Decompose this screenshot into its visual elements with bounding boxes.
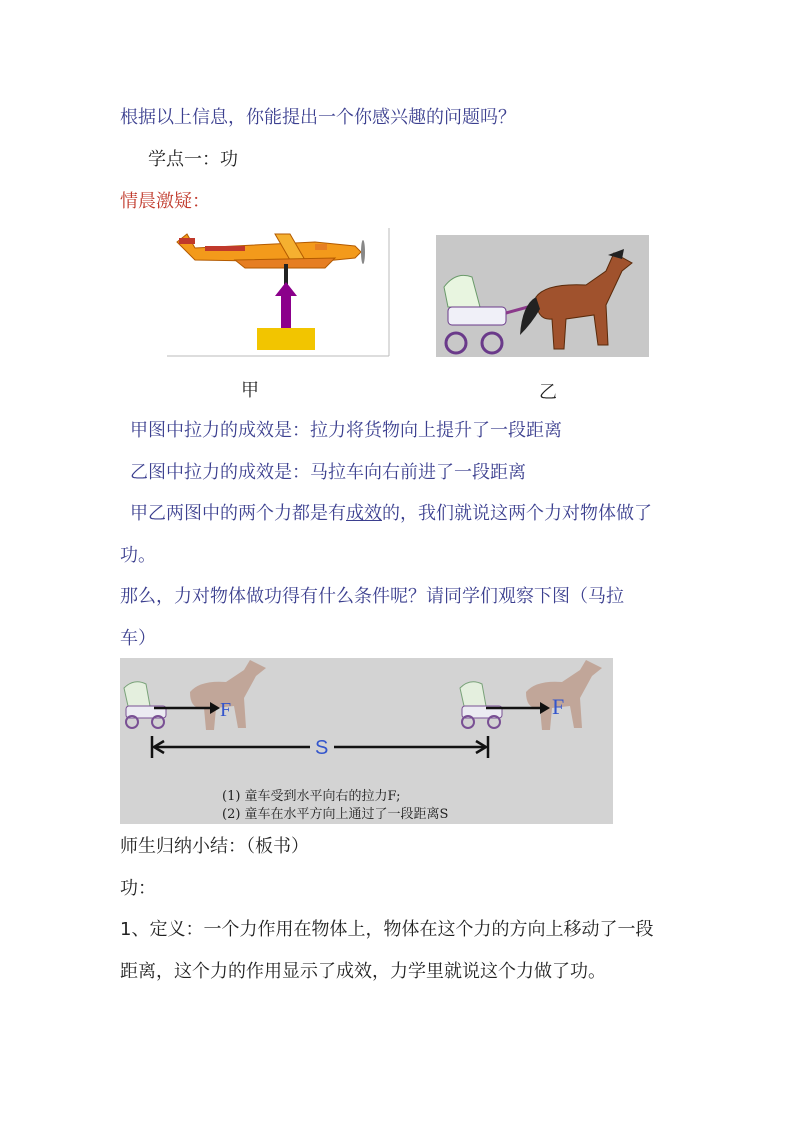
figure-jia-airplane xyxy=(165,228,391,358)
intro-question: 根据以上信息，你能提出一个你感兴趣的问题吗？ xyxy=(120,107,516,128)
section-title: 学点一：功 xyxy=(148,149,238,170)
underlined-effect-word: 成效 xyxy=(346,503,382,524)
up-arrow-icon xyxy=(275,282,297,330)
both-effect-text: 甲乙两图中的两个力都是有成效的，我们就说这两个力对物体做了 xyxy=(130,503,652,524)
diagram-note-2: (2) 童车在水平方向上通过了一段距离S xyxy=(222,807,449,822)
cargo-box xyxy=(257,328,315,350)
scenario-label: 情晨激疑： xyxy=(120,191,210,212)
distance-label: S xyxy=(315,737,329,759)
work-diagram xyxy=(120,658,613,824)
yi-effect-text: 乙图中拉力的成效是：马拉车向右前进了一段距离 xyxy=(130,462,526,483)
definition-line2: 距离，这个力的作用显示了成效，力学里就说这个力做了功。 xyxy=(120,961,606,982)
work-label: 功： xyxy=(120,878,156,899)
condition-question-line2: 车） xyxy=(120,628,156,649)
force-label-left: F xyxy=(220,699,232,721)
figure-yi-horse-cart xyxy=(436,235,649,357)
definition-line1: 1、定义：一个力作用在物体上，物体在这个力的方向上移动了一段 xyxy=(120,919,654,940)
jia-effect-text: 甲图中拉力的成效是：拉力将货物向上提升了一段距离 xyxy=(130,420,562,441)
condition-question-line1: 那么，力对物体做功得有什么条件呢？请同学们观察下图（马拉 xyxy=(120,586,624,607)
figure-jia-caption: 甲 xyxy=(241,380,259,401)
figure-yi-caption: 乙 xyxy=(539,382,557,403)
force-label-right: F xyxy=(552,694,565,719)
both-effect-continuation: 功。 xyxy=(120,545,156,566)
airplane-icon xyxy=(177,234,365,268)
summary-heading: 师生归纳小结：（板书） xyxy=(120,836,309,857)
diagram-note-1: (1) 童车受到水平向右的拉力F; xyxy=(222,789,401,804)
